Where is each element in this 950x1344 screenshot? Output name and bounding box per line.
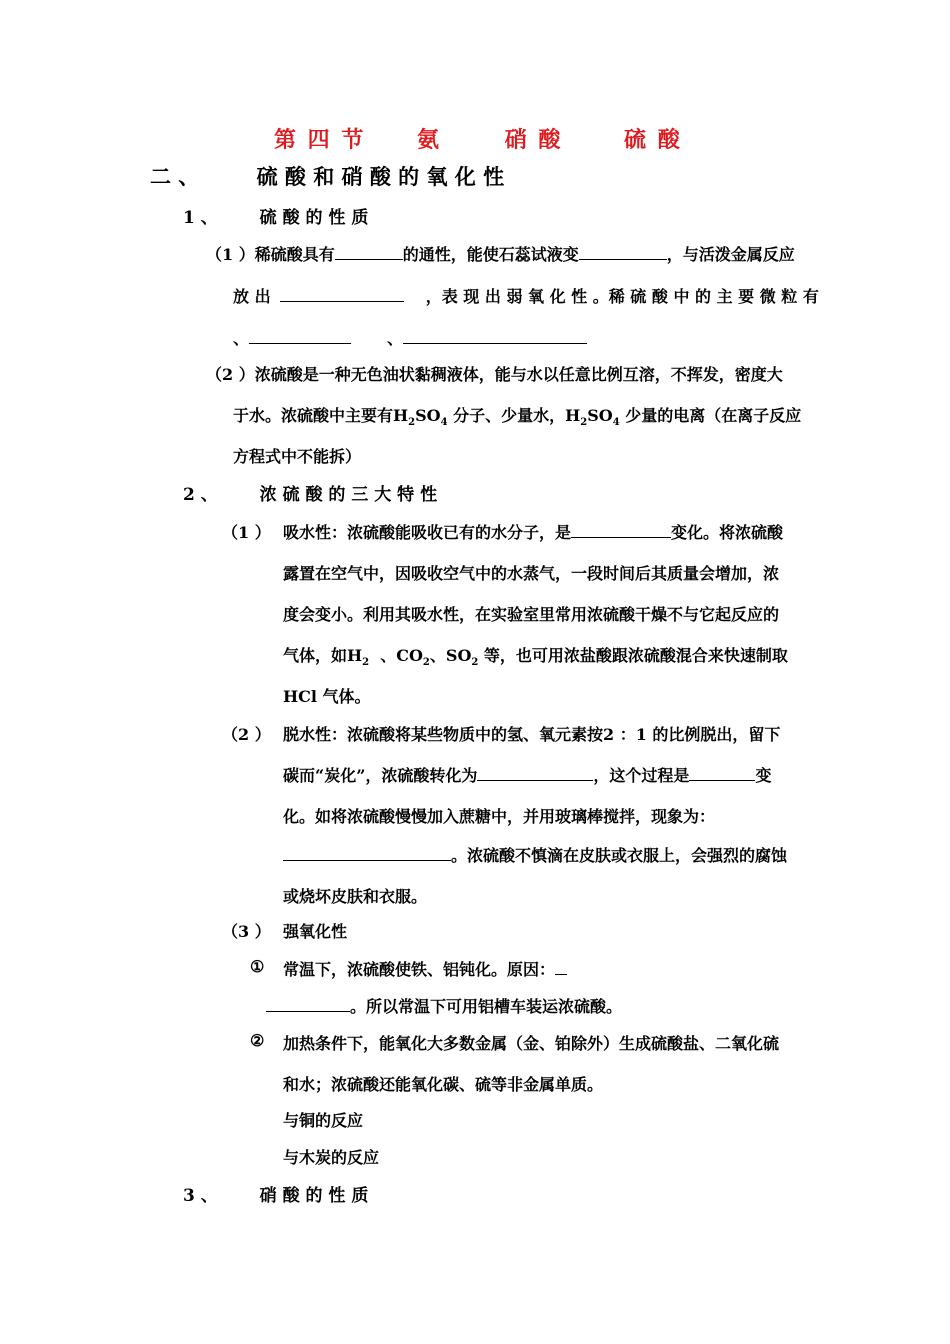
subheading-1 bbox=[183, 203, 368, 228]
text-run: 变 bbox=[755, 766, 772, 785]
subheading-number: 3 、 bbox=[183, 1186, 218, 1206]
text-run: 于水。浓硫酸中主要有H bbox=[233, 406, 409, 425]
subheading-title: 浓 硫 酸 的 三 大 特 性 bbox=[259, 485, 438, 505]
text-run: 方程式中不能拆） bbox=[233, 447, 362, 466]
title-sulfuric-acid: 硫 酸 bbox=[624, 127, 682, 153]
q1-line-3: 度会变小。利用其吸水性，在实验室里常用浓硫酸干燥不与它起反应的 bbox=[283, 605, 780, 624]
reaction-copper: 与铜的反应 bbox=[283, 1111, 364, 1130]
q2-line-2 bbox=[283, 763, 771, 786]
blank-line[interactable] bbox=[689, 764, 755, 781]
text-run: 。浓硫酸不慎滴在皮肤或衣服上，会强烈的腐蚀 bbox=[451, 846, 788, 865]
circle-number-2: ② bbox=[250, 1031, 265, 1050]
section-heading bbox=[150, 161, 504, 191]
q1-line-4 bbox=[283, 643, 788, 668]
text-run: 、SO bbox=[429, 646, 472, 665]
paragraph-2-line-1 bbox=[206, 362, 783, 385]
subscript: 2 bbox=[362, 657, 370, 669]
title-section: 第 四 节 bbox=[274, 127, 366, 153]
page-title bbox=[274, 123, 682, 154]
item-number: （1 ） bbox=[206, 245, 255, 264]
text-run: ，这个过程是 bbox=[593, 766, 690, 785]
text-run: ，表 现 出 弱 氧 化 性 。稀 硫 酸 中 的 主 要 微 粒 有 bbox=[425, 287, 819, 306]
text-run: 、CO bbox=[369, 646, 423, 665]
subscript: 4 bbox=[440, 417, 448, 429]
subscript: 2 bbox=[471, 657, 479, 669]
q2-line-5: 或烧坏皮肤和衣服。 bbox=[283, 887, 428, 906]
q3-label: 强氧化性 bbox=[283, 922, 348, 941]
subheading-2 bbox=[183, 480, 437, 505]
paragraph-1-line-2 bbox=[233, 284, 819, 307]
blank-line[interactable] bbox=[280, 285, 404, 302]
blank-line[interactable] bbox=[579, 243, 667, 260]
reaction-charcoal: 与木炭的反应 bbox=[283, 1148, 380, 1167]
q3-c1-line-2 bbox=[266, 994, 622, 1017]
text-run: 放 出 bbox=[233, 287, 271, 306]
subheading-title: 硝 酸 的 性 质 bbox=[259, 1186, 369, 1206]
circle-number-1: ① bbox=[250, 957, 265, 976]
item-number: （2 ） bbox=[206, 365, 255, 384]
blank-line[interactable] bbox=[283, 844, 451, 861]
text-run: 碳而“炭化”，浓硫酸转化为 bbox=[283, 766, 478, 785]
text-run: 的通性，能使石蕊试液变 bbox=[402, 245, 579, 264]
text-run: 少量的电离（在离子反应 bbox=[619, 406, 802, 425]
text-run: 分子、少量水，H bbox=[447, 406, 581, 425]
subheading-title: 硫 酸 的 性 质 bbox=[259, 208, 369, 228]
text-run: SO bbox=[587, 406, 613, 425]
blank-line[interactable] bbox=[266, 995, 350, 1012]
text-run: 稀硫酸具有 bbox=[254, 245, 335, 264]
subheading-number: 1 、 bbox=[183, 208, 218, 228]
title-nitric-acid: 硝 酸 bbox=[504, 127, 563, 153]
subheading-3 bbox=[183, 1181, 368, 1206]
text-run: 。所以常温下可用铝槽车装运浓硫酸。 bbox=[350, 997, 623, 1016]
paragraph-2-line-3 bbox=[233, 444, 361, 467]
q1-line-2: 露置在空气中，因吸收空气中的水蒸气，一段时间后其质量会增加，浓 bbox=[283, 564, 780, 583]
blank-line[interactable] bbox=[477, 764, 593, 781]
item-number: （3 ） bbox=[222, 922, 271, 941]
q1-line-1 bbox=[283, 520, 783, 543]
text-run: 、 bbox=[387, 329, 404, 348]
section-number: 二 、 bbox=[150, 164, 200, 189]
text-run: 等，也可用浓盐酸跟浓硫酸混合来快速制取 bbox=[478, 646, 788, 665]
q2-line-4 bbox=[283, 843, 787, 866]
q1-line-5: HCl 气体。 bbox=[283, 687, 371, 706]
blank-line[interactable] bbox=[335, 243, 403, 260]
blank-line[interactable] bbox=[403, 327, 587, 344]
paragraph-2-line-2 bbox=[233, 403, 801, 428]
item-number: （1 ） bbox=[222, 523, 271, 542]
q3-c2-line-2: 和水；浓硫酸还能氧化碳、硫等非金属单质。 bbox=[283, 1075, 604, 1094]
q3-c1-line-1 bbox=[283, 957, 567, 980]
subscript: 2 bbox=[422, 657, 430, 669]
text-run: 吸水性：浓硫酸能吸收已有的水分子，是 bbox=[283, 523, 572, 542]
paragraph-1-line-3 bbox=[233, 326, 587, 349]
subheading-number: 2 、 bbox=[183, 485, 218, 505]
section-title: 硫 酸 和 硝 酸 的 氧 化 性 bbox=[256, 164, 505, 189]
q2-line-3: 化。如将浓硫酸慢慢加入蔗糖中，并用玻璃棒搅拌，现象为： bbox=[283, 807, 716, 826]
text-run: SO bbox=[415, 406, 441, 425]
subscript: 2 bbox=[580, 417, 588, 429]
item-number: （2 ） bbox=[222, 725, 271, 744]
text-run: 浓硫酸是一种无色油状黏稠液体，能与水以任意比例互溶，不挥发，密度大 bbox=[254, 365, 783, 384]
text-run: 常温下，浓硫酸使铁、铝钝化。原因： bbox=[283, 960, 556, 979]
text-run: 气体，如H bbox=[283, 646, 363, 665]
title-ammonia: 氨 bbox=[417, 127, 442, 153]
blank-line[interactable] bbox=[555, 958, 567, 975]
text-run: 、 bbox=[233, 329, 250, 348]
blank-line[interactable] bbox=[249, 327, 351, 344]
q2-line-1: 脱水性：浓硫酸将某些物质中的氢、氧元素按2 ：1 的比例脱出，留下 bbox=[283, 725, 781, 744]
q3-c2-line-1: 加热条件下，能氧化大多数金属（金、铂除外）生成硫酸盐、二氧化硫 bbox=[283, 1034, 780, 1053]
blank-line[interactable] bbox=[571, 521, 671, 538]
text-run: 变化。将浓硫酸 bbox=[671, 523, 784, 542]
text-run: ，与活泼金属反应 bbox=[666, 245, 795, 264]
subscript: 4 bbox=[612, 417, 620, 429]
subscript: 2 bbox=[408, 417, 416, 429]
paragraph-1-line-1 bbox=[206, 242, 795, 265]
